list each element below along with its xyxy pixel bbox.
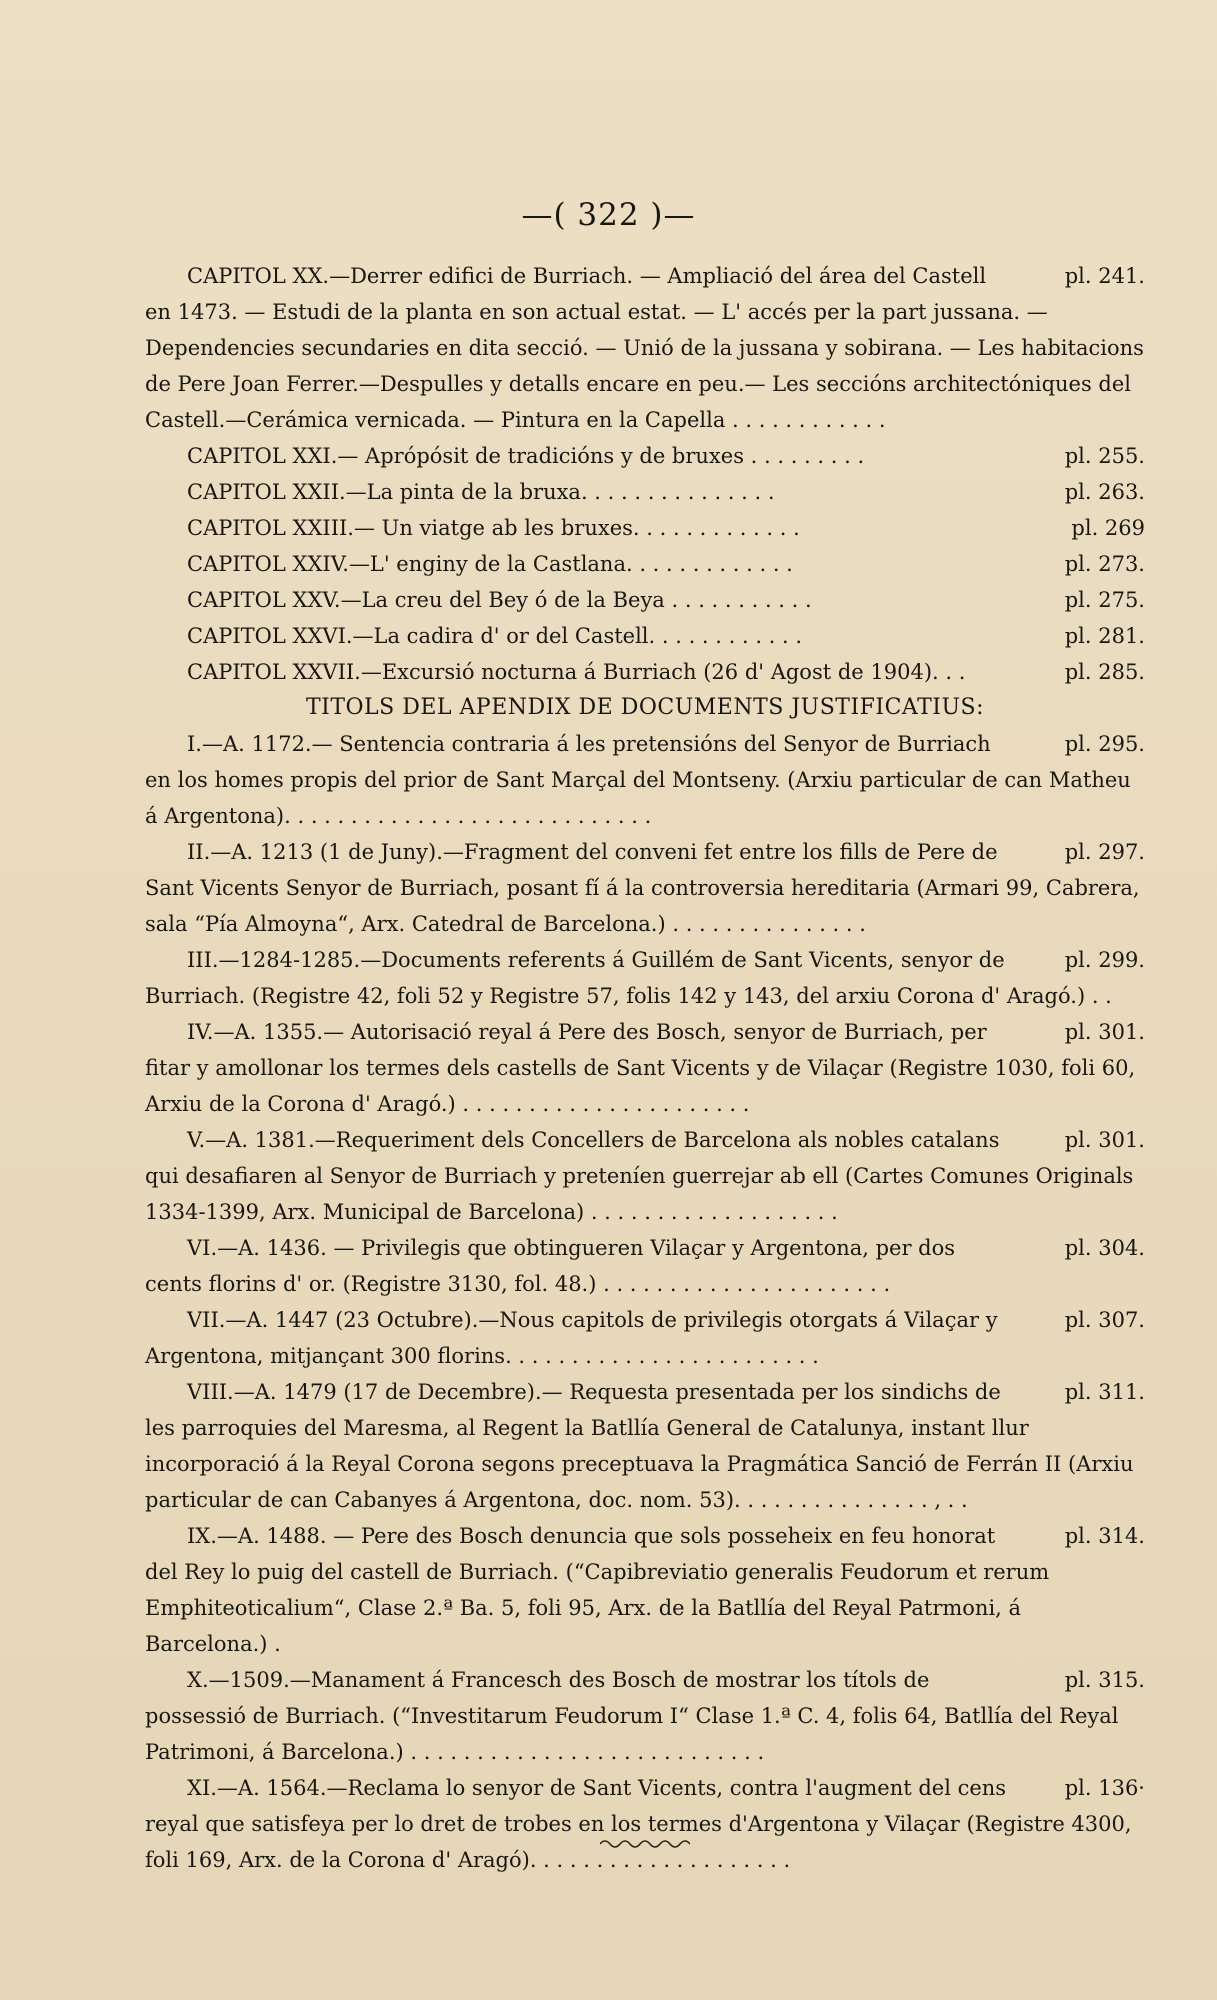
appendix-title: TITOLS DEL APENDIX DE DOCUMENTS JUSTIFICATIUS:: [305, 695, 984, 720]
chapter-entry: [145, 258, 1145, 438]
entry-text: CAPITOL XXII.—La pinta de la bruxa. . . . . . . . . . . . . . .: [187, 480, 775, 504]
page-reference: pl. 297.: [1064, 840, 1145, 864]
entry-text: XI.—A. 1564.—Reclama lo senyor de Sant Vicents, contra l'augment del cens reyal que satisfeya per lo dret de trobes en los termes d'Argentona y Vilaçar (Registre 4300, foli 169, Arx. de la Corona d' Aragó). . . . . . . . . . . . . . . . . . . .: [145, 1776, 1132, 1872]
entry-text: I.—A. 1172.— Sentencia contraria á les pretensións del Senyor de Burriach en los homes propis del prior de Sant Marçal del Montseny. (Arxiu particular de can Matheu á Argentona). . . . . . . . . . . . . . . . . . . . . . . . . . . .: [145, 732, 1131, 828]
entry-text: CAPITOL XXVII.—Excursió nocturna á Burriach (26 d' Agost de 1904). . .: [187, 660, 966, 684]
table-of-contents: [145, 258, 1145, 1878]
page-reference: pl. 136·: [1064, 1776, 1145, 1800]
page-reference: pl. 275.: [1064, 588, 1145, 612]
entry-text: V.—A. 1381.—Requeriment dels Concellers de Barcelona als nobles catalans qui desafiaren al Senyor de Burriach y preteníen guerrejar ab ell (Cartes Comunes Originals 1334-1399, Arx. Municipal de Barcelona) . . . . . . . . . . . . . . . . . . .: [145, 1128, 1134, 1224]
page-reference: pl. 301.: [1064, 1128, 1145, 1152]
document-entry: [145, 1122, 1145, 1230]
page-reference: pl. 311.: [1064, 1380, 1145, 1404]
document-list: [145, 726, 1145, 1878]
document-entry: [145, 942, 1145, 1014]
page-reference: pl. 299.: [1064, 948, 1145, 972]
page-reference: pl. 314.: [1064, 1524, 1145, 1548]
entry-text: CAPITOL XXV.—La creu del Bey ó de la Beya . . . . . . . . . . .: [187, 588, 812, 612]
entry-text: CAPITOL XXVI.—La cadira d' or del Castell. . . . . . . . . . . .: [187, 624, 803, 648]
document-entry: [145, 1518, 1145, 1662]
chapter-list: [145, 258, 1145, 690]
entry-text: VI.—A. 1436. — Privilegis que obtingueren Vilaçar y Argentona, per dos cents florins d' or. (Registre 3130, fol. 48.) . . . . . . . . . . . . . . . . . . . . . .: [145, 1236, 956, 1296]
page-reference: pl. 315.: [1064, 1668, 1145, 1692]
page-reference: pl. 273.: [1064, 552, 1145, 576]
entry-text: IV.—A. 1355.— Autorisació reyal á Pere des Bosch, senyor de Burriach, per fitar y amollonar los termes dels castells de Sant Vicents y de Vilaçar (Registre 1030, foli 60, Arxiu de la Corona d' Aragó.) . . . . . . . . . . . . . . . . . . . . . .: [145, 1020, 1136, 1116]
page-reference: pl. 241.: [1064, 264, 1145, 288]
entry-text: CAPITOL XXIII.— Un viatge ab les bruxes. . . . . . . . . . . . .: [187, 516, 800, 540]
closing-ornament-icon: [600, 1838, 690, 1850]
document-entry: [145, 1014, 1145, 1122]
entry-text: VII.—A. 1447 (23 Octubre).—Nous capitols de privilegis otorgats á Vilaçar y Argentona, mitjançant 300 florins. . . . . . . . . . . . . . . . . . . . . . . .: [145, 1308, 998, 1368]
chapter-entry: [145, 618, 1145, 654]
document-entry: [145, 1302, 1145, 1374]
page-reference: pl. 269: [1071, 516, 1145, 540]
entry-text: CAPITOL XX.—Derrer edifici de Burriach. — Ampliació del área del Castell en 1473. — Estudi de la planta en son actual estat. — L' accés per la part jussana. — Dependencies secundaries en dita secció. — Unió de la jussana y sobirana. — Les habitacions de Pere Joan Ferrer.—Despulles y detalls encare en peu.— Les seccións architectóniques del Castell.—Cerámica vernicada. — Pintura en la Capella . . . . . . . . . . . .: [145, 264, 1144, 432]
entry-text: VIII.—A. 1479 (17 de Decembre).— Requesta presentada per los sindichs de les parroquies del Maresma, al Regent la Batllía General de Catalunya, instant llur incorporació á la Reyal Corona segons preceptuava la Pragmática Sanció de Ferrán II (Arxiu particular de can Cabanyes á Argentona, doc. nom. 53). . . . . . . . . . . . . . . , . .: [145, 1380, 1134, 1512]
document-entry: [145, 1770, 1145, 1878]
document-entry: [145, 726, 1145, 834]
page-reference: pl. 285.: [1064, 660, 1145, 684]
page-reference: pl. 301.: [1064, 1020, 1145, 1044]
document-entry: [145, 1230, 1145, 1302]
chapter-entry: [145, 654, 1145, 690]
document-entry: [145, 834, 1145, 942]
chapter-entry: [145, 546, 1145, 582]
entry-text: II.—A. 1213 (1 de Juny).—Fragment del conveni fet entre los fills de Pere de Sant Vicents Senyor de Burriach, posant fí á la controversia hereditaria (Armari 99, Cabrera, sala “Pía Almoyna“, Arx. Catedral de Barcelona.) . . . . . . . . . . . . . . .: [145, 840, 1140, 936]
entry-text: X.—1509.—Manament á Francesch des Bosch de mostrar los títols de possessió de Burriach. (“Investitarum Feudorum I“ Clase 1.ª C. 4, folis 64, Batllía del Reyal Patrimoni, á Barcelona.) . . . . . . . . . . . . . . . . . . . . . . . . . . .: [145, 1668, 1119, 1764]
page-number: —( 322 )—: [521, 197, 696, 233]
chapter-entry: [145, 510, 1145, 546]
document-entry: [145, 1662, 1145, 1770]
entry-text: IX.—A. 1488. — Pere des Bosch denuncia que sols posseheix en feu honorat del Rey lo puig del castell de Burriach. (“Capibreviatio generalis Feudorum et rerum Emphiteoticalium“, Clase 2.ª Ba. 5, foli 95, Arx. de la Batllía del Reyal Patrmoni, á Barcelona.) .: [145, 1524, 1050, 1656]
page-reference: pl. 295.: [1064, 732, 1145, 756]
entry-text: CAPITOL XXIV.—L' enginy de la Castlana. . . . . . . . . . . . .: [187, 552, 793, 576]
chapter-entry: [145, 438, 1145, 474]
page-reference: pl. 307.: [1064, 1308, 1145, 1332]
page-reference: pl. 255.: [1064, 444, 1145, 468]
chapter-entry: [145, 582, 1145, 618]
document-entry: [145, 1374, 1145, 1518]
chapter-entry: [145, 474, 1145, 510]
entry-text: CAPITOL XXI.— Aprópósit de tradicións y de bruxes . . . . . . . . .: [187, 444, 865, 468]
page-reference: pl. 281.: [1064, 624, 1145, 648]
page-reference: pl. 304.: [1064, 1236, 1145, 1260]
page-reference: pl. 263.: [1064, 480, 1145, 504]
entry-text: III.—1284-1285.—Documents referents á Guillém de Sant Vicents, senyor de Burriach. (Registre 42, foli 52 y Registre 57, folis 142 y 143, del arxiu Corona d' Aragó.) . .: [145, 948, 1112, 1008]
